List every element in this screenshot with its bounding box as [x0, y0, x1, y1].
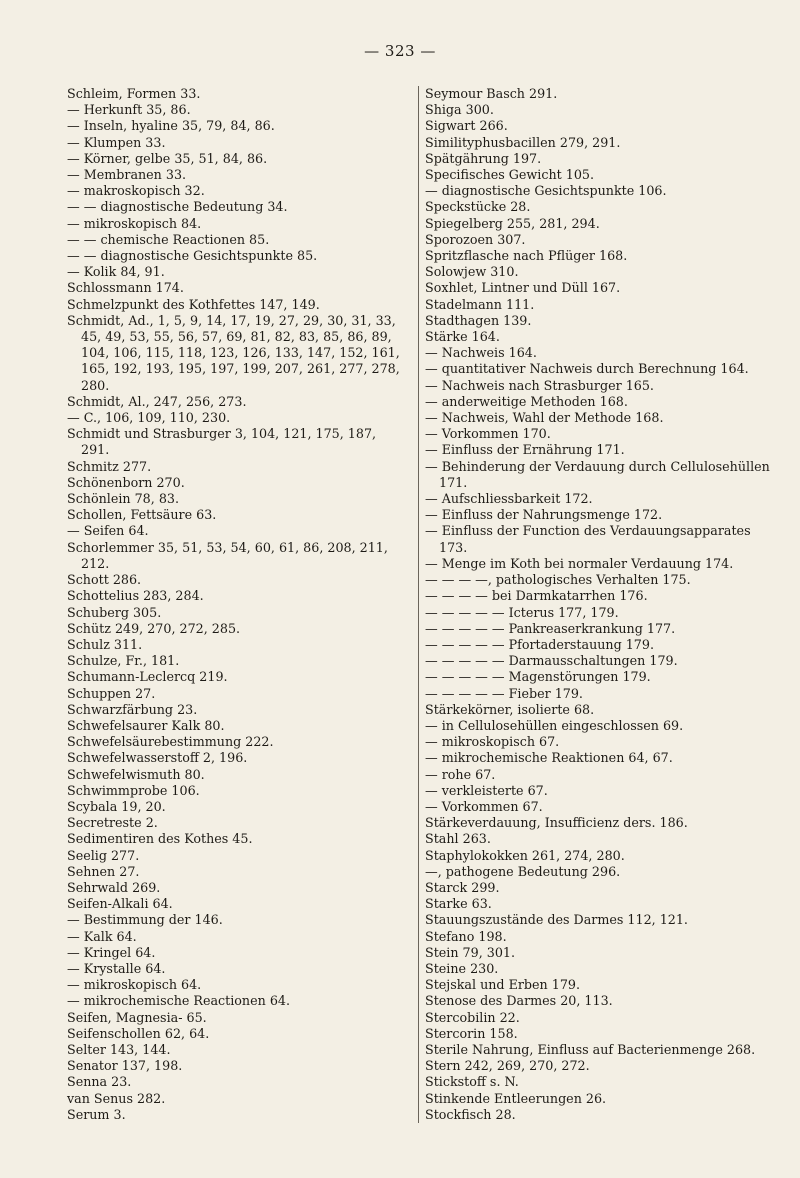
index-entry: Serum 3. — [67, 1106, 126, 1122]
index-entry: — verkleisterte 67. — [425, 782, 548, 798]
index-entry: Stein 79, 301. — [425, 944, 516, 960]
index-entry: — Kolik 84, 91. — [67, 264, 165, 280]
index-entry: — Seifen 64. — [67, 523, 149, 539]
index-entry: Schott 286. — [67, 572, 142, 588]
index-entry: — — — — — Darmausschaltungen 179. — [425, 653, 678, 669]
index-entry: Secretreste 2. — [67, 815, 158, 831]
index-entry: Schwefelwasserstoff 2, 196. — [67, 750, 248, 766]
index-entry: — Behinderung der Verdauung durch Cellulosehüllen 171. — [425, 458, 770, 490]
index-entry: — Bestimmung der 146. — [67, 912, 223, 928]
index-entry: Seifen, Magnesia- 65. — [67, 1009, 207, 1025]
index-entry: Schwimmprobe 106. — [67, 782, 200, 798]
index-entry: Stadthagen 139. — [425, 312, 532, 328]
index-entry: Schorlemmer 35, 51, 53, 54, 60, 61, 86, 208, 211, 212. — [67, 539, 388, 571]
index-entry: — in Cellulosehüllen eingeschlossen 69. — [425, 717, 684, 733]
index-entry: Sedimentiren des Kothes 45. — [67, 831, 253, 847]
index-entry: — C., 106, 109, 110, 230. — [67, 410, 231, 426]
index-entry: — quantitativer Nachweis durch Berechnung 164. — [425, 361, 749, 377]
index-entry: Spätgährung 197. — [425, 150, 542, 166]
index-entry: Senator 137, 198. — [67, 1058, 183, 1074]
index-entry: — rohe 67. — [425, 766, 496, 782]
index-entry: Stefano 198. — [425, 928, 507, 944]
index-entry: — Nachweis, Wahl der Methode 168. — [425, 410, 664, 426]
index-entry: — Vorkommen 170. — [425, 426, 551, 442]
index-entry: — makroskopisch 32. — [67, 183, 205, 199]
index-entry: Stejskal und Erben 179. — [425, 977, 580, 993]
index-entry: Selter 143, 144. — [67, 1041, 171, 1057]
index-entry: Stercobilin 22. — [425, 1009, 520, 1025]
index-entry: Schwefelsaurer Kalk 80. — [67, 717, 225, 733]
index-entry: — Nachweis nach Strasburger 165. — [425, 377, 654, 393]
index-entry: Stinkende Entleerungen 26. — [425, 1090, 607, 1106]
index-entry: Sehrwald 269. — [67, 879, 161, 895]
index-entry: Sterile Nahrung, Einfluss auf Bacterienmenge 268. — [425, 1041, 756, 1057]
index-entry: Steine 230. — [425, 960, 499, 976]
index-entry: — — — — — Pfortaderstauung 179. — [425, 636, 654, 652]
index-entry: Spritzflasche nach Pflüger 168. — [425, 248, 628, 264]
index-entry: Stickstoff s. N. — [425, 1074, 519, 1090]
index-entry: — Kalk 64. — [67, 928, 137, 944]
index-entry: — — diagnostische Bedeutung 34. — [67, 199, 288, 215]
index-entry: Speckstücke 28. — [425, 199, 531, 215]
index-entry: — mikroskopisch 67. — [425, 734, 560, 750]
index-entry: Stärkeverdauung, Insufficienz ders. 186. — [425, 815, 688, 831]
index-entry: — mikrochemische Reaktionen 64, 67. — [425, 750, 673, 766]
index-column-left — [67, 86, 407, 1123]
page-number: — 323 — — [364, 42, 436, 60]
index-entry: — mikroskopisch 64. — [67, 977, 202, 993]
index-entry: Staphylokokken 261, 274, 280. — [425, 847, 625, 863]
index-entry: — — — — — Pankreaserkrankung 177. — [425, 620, 676, 636]
index-entry: — Kringel 64. — [67, 944, 156, 960]
index-entry: Stern 242, 269, 270, 272. — [425, 1058, 590, 1074]
index-entry: Starck 299. — [425, 879, 500, 895]
index-entry: — Membranen 33. — [67, 167, 187, 183]
index-entry: Stercorin 158. — [425, 1025, 518, 1041]
index-entry: Seymour Basch 291. — [425, 86, 558, 101]
index-entry: Stärkekörner, isolierte 68. — [425, 701, 595, 717]
index-entry: — Herkunft 35, 86. — [67, 102, 191, 118]
index-entry: — — — — bei Darmkatarrhen 176. — [425, 588, 648, 604]
index-entry: — — — — — Icterus 177, 179. — [425, 604, 619, 620]
index-entry: Schlossmann 174. — [67, 280, 184, 296]
index-entry: Seelig 277. — [67, 847, 140, 863]
index-entry: Stahl 263. — [425, 831, 491, 847]
index-entry: Schleim, Formen 33. — [67, 86, 201, 101]
index-entry: Sporozoen 307. — [425, 231, 526, 247]
index-entry: Schumann-Leclercq 219. — [67, 669, 228, 685]
index-entry: — — diagnostische Gesichtspunkte 85. — [67, 248, 318, 264]
index-entry: Schmidt und Strasburger 3, 104, 121, 175, 187, 291. — [67, 426, 377, 458]
index-entry: — Klumpen 33. — [67, 134, 166, 150]
index-entry: — Nachweis 164. — [425, 345, 537, 361]
index-entry: — Menge im Koth bei normaler Verdauung 174. — [425, 555, 734, 571]
index-entry: Schönenborn 270. — [67, 474, 185, 490]
index-entry: Schmitz 277. — [67, 458, 152, 474]
index-entry: — Aufschliessbarkeit 172. — [425, 491, 593, 507]
index-entry: — mikrochemische Reactionen 64. — [67, 993, 290, 1009]
index-entry: — Einfluss der Nahrungsmenge 172. — [425, 507, 663, 523]
index-entry: Schmelzpunkt des Kothfettes 147, 149. — [67, 296, 320, 312]
index-entry: — — — — — Magenstörungen 179. — [425, 669, 651, 685]
index-entry: Stärke 164. — [425, 329, 500, 345]
index-entry: — — — —, pathologisches Verhalten 175. — [425, 572, 691, 588]
index-entry: Specifisches Gewicht 105. — [425, 167, 595, 183]
index-entry: Similityphusbacillen 279, 291. — [425, 134, 621, 150]
index-entry: Schmidt, Al., 247, 256, 273. — [67, 393, 247, 409]
index-entry: —, pathogene Bedeutung 296. — [425, 863, 621, 879]
index-entry: Shiga 300. — [425, 102, 494, 118]
index-entry: — Vorkommen 67. — [425, 798, 543, 814]
index-entry: van Senus 282. — [67, 1090, 166, 1106]
index-entry: — Inseln, hyaline 35, 79, 84, 86. — [67, 118, 275, 134]
index-entry: Stauungszustände des Darmes 112, 121. — [425, 912, 688, 928]
index-entry: Soxhlet, Lintner und Düll 167. — [425, 280, 621, 296]
index-entry: — Körner, gelbe 35, 51, 84, 86. — [67, 150, 268, 166]
index-entry: Stadelmann 111. — [425, 296, 535, 312]
index-entry: Stenose des Darmes 20, 113. — [425, 993, 613, 1009]
index-entry: Schulze, Fr., 181. — [67, 653, 180, 669]
index-entry: Seifen-Alkali 64. — [67, 896, 173, 912]
index-entry: Schwefelsäurebestimmung 222. — [67, 734, 274, 750]
index-entry: Schönlein 78, 83. — [67, 491, 179, 507]
index-entry: — Einfluss der Function des Verdauungsapparates 173. — [425, 523, 751, 555]
index-entry: Seifenschollen 62, 64. — [67, 1025, 210, 1041]
index-entry: — — — — — Fieber 179. — [425, 685, 583, 701]
index-entry: — mikroskopisch 84. — [67, 215, 202, 231]
index-entry: Spiegelberg 255, 281, 294. — [425, 215, 600, 231]
index-entry: Schulz 311. — [67, 636, 143, 652]
index-entry: Schwefelwismuth 80. — [67, 766, 205, 782]
index-entry: — Einfluss der Ernährung 171. — [425, 442, 625, 458]
index-entry: Schuberg 305. — [67, 604, 162, 620]
index-entry: Solowjew 310. — [425, 264, 519, 280]
index-entry: Sigwart 266. — [425, 118, 508, 134]
index-entry: Scybala 19, 20. — [67, 798, 166, 814]
index-entry: Schuppen 27. — [67, 685, 156, 701]
index-entry: Sehnen 27. — [67, 863, 140, 879]
index-entry: — diagnostische Gesichtspunkte 106. — [425, 183, 667, 199]
index-entry: Schütz 249, 270, 272, 285. — [67, 620, 241, 636]
index-entry: Schwarzfärbung 23. — [67, 701, 198, 717]
index-entry: Schollen, Fettsäure 63. — [67, 507, 217, 523]
index-entry: Starke 63. — [425, 896, 492, 912]
index-column-right — [418, 86, 770, 1123]
index-entry: Senna 23. — [67, 1074, 132, 1090]
index-entry: — anderweitige Methoden 168. — [425, 393, 628, 409]
index-entry: Schottelius 283, 284. — [67, 588, 204, 604]
index-entry: Stockfisch 28. — [425, 1106, 516, 1122]
index-entry: — — chemische Reactionen 85. — [67, 231, 270, 247]
index-entry: Schmidt, Ad., 1, 5, 9, 14, 17, 19, 27, 29, 30, 31, 33, 45, 49, 53, 55, 56, 57, 69, 81, 82, 83, 85, 86, 89, 104, 106, 115, 118, 123, 126, 133, 147, 152, 161, 165, 192, 193, 195, 197, 199, 207, 261, 277, 278, 280. — [67, 312, 400, 393]
index-entry: — Krystalle 64. — [67, 960, 166, 976]
